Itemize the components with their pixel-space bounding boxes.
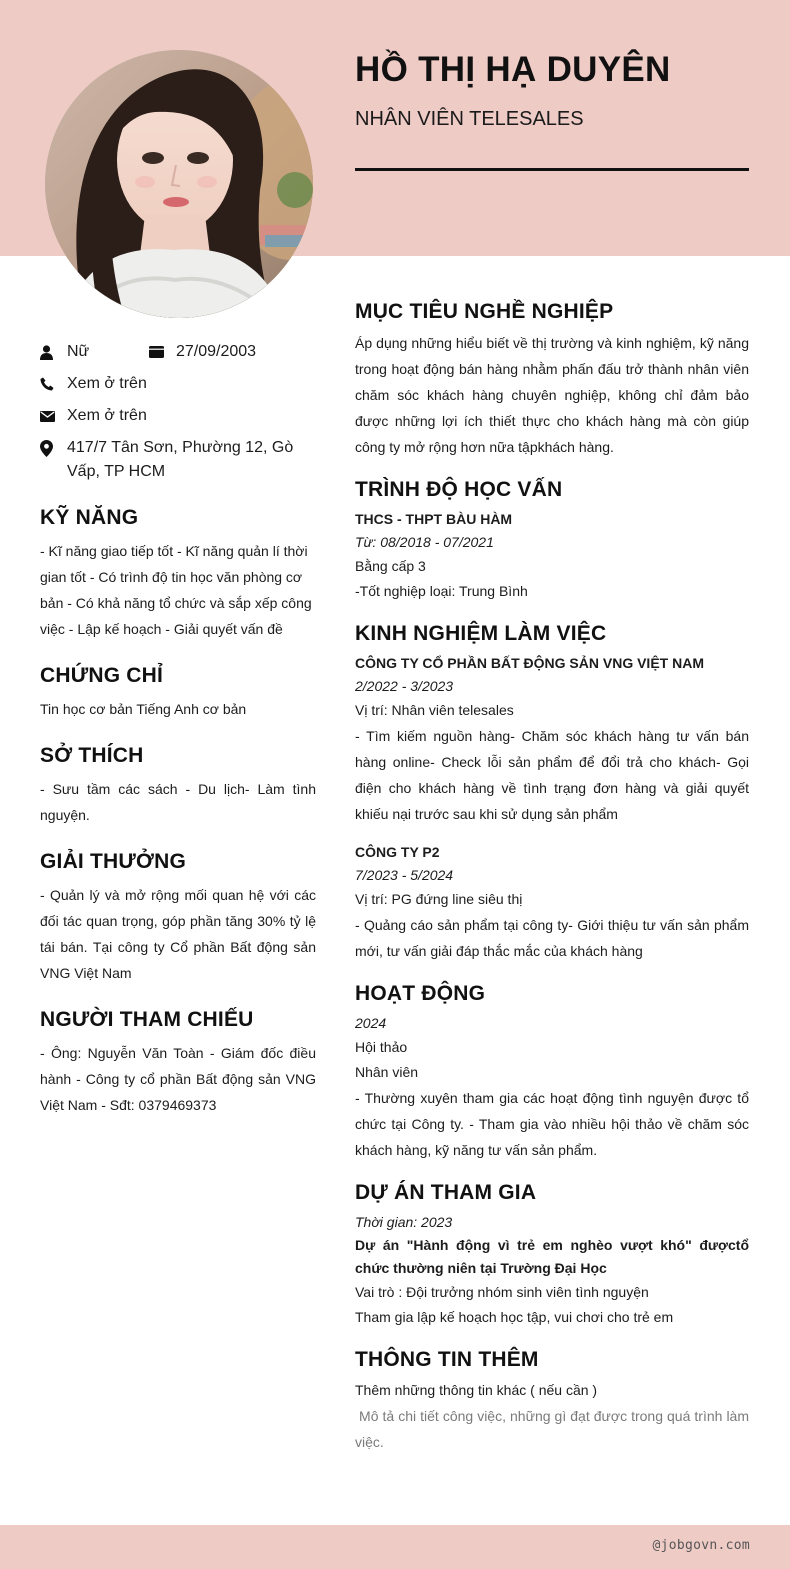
awards-heading: GIẢI THƯỞNG <box>40 850 187 873</box>
personal-info-row <box>40 340 316 364</box>
additional-line-1: Thêm những thông tin khác ( nếu cần ) <box>355 1382 598 1398</box>
job-position: Vị trí: PG đứng line siêu thị <box>355 891 523 907</box>
gender-item <box>40 340 149 364</box>
email-item <box>40 404 316 428</box>
projects-heading: DỰ ÁN THAM GIA <box>355 1181 537 1204</box>
objective-section <box>355 300 749 460</box>
job-entry <box>355 652 749 827</box>
projects-section <box>355 1181 749 1330</box>
hobbies-text: - Sưu tầm các sách - Du lịch- Làm tình nguyện. <box>40 781 316 823</box>
experience-heading: KINH NGHIỆM LÀM VIỆC <box>355 622 607 645</box>
person-icon <box>40 340 55 364</box>
school-name: THCS - THPT BÀU HÀM <box>355 511 513 527</box>
activities-section <box>355 982 749 1163</box>
job-company: CÔNG TY P2 <box>355 844 440 860</box>
right-column <box>355 300 753 1473</box>
education-heading: TRÌNH ĐỘ HỌC VẤN <box>355 478 563 501</box>
activities-heading: HOẠT ĐỘNG <box>355 982 486 1005</box>
activity-year: 2024 <box>355 1015 387 1031</box>
profile-photo <box>45 50 313 318</box>
objective-heading: MỤC TIÊU NGHỀ NGHIỆP <box>355 300 614 323</box>
job-description: - Tìm kiếm nguồn hàng- Chăm sóc khách hàng tư vấn bán hàng online- Check lỗi sản phẩm để đổi trả cho khách- Gọi điện cho khách hàng về tình trạng đơn hàng và giải quyết khiếu nại trước sau khi sử dụng sản phẩm <box>355 728 749 822</box>
skills-heading: KỸ NĂNG <box>40 506 139 529</box>
certificates-text: Tin học cơ bản Tiếng Anh cơ bản <box>40 701 247 717</box>
phone-value: Xem ở trên <box>67 375 147 392</box>
certificates-heading: CHỨNG CHỈ <box>40 664 164 687</box>
references-text: - Ông: Nguyễn Văn Toàn - Giám đốc điều hành - Công ty cổ phần Bất động sản VNG Việt Nam - Sđt: 0379469373 <box>40 1045 316 1113</box>
job-description: - Quảng cáo sản phẩm tại công ty- Giới thiệu tư vấn sản phẩm mới, tư vấn giải đáp thắc mắc của khách hàng <box>355 917 749 959</box>
left-column <box>40 340 316 1118</box>
email-value: Xem ở trên <box>67 407 147 424</box>
address-value: 417/7 Tân Sơn, Phường 12, Gò Vấp, TP HCM <box>67 439 294 480</box>
candidate-job-title: NHÂN VIÊN TELESALES <box>355 108 584 130</box>
job-position: Vị trí: Nhân viên telesales <box>355 702 514 718</box>
portrait-illustration <box>45 50 313 318</box>
education-section <box>355 478 749 604</box>
activity-event: Hội thảo <box>355 1039 408 1055</box>
footer-watermark: @jobgovn.com <box>652 1538 750 1553</box>
education-period: Từ: 08/2018 - 07/2021 <box>355 534 494 550</box>
calendar-icon <box>149 340 164 364</box>
experience-section <box>355 622 749 964</box>
phone-item <box>40 372 316 396</box>
job-entry <box>355 841 749 964</box>
job-company: CÔNG TY CỔ PHẦN BẤT ĐỘNG SẢN VNG VIỆT NAM <box>355 655 704 671</box>
project-task: Tham gia lập kế hoạch học tập, vui chơi cho trẻ em <box>355 1309 674 1325</box>
project-role: Vai trò : Đội trưởng nhóm sinh viên tình nguyện <box>355 1284 649 1300</box>
candidate-name: HỒ THỊ HẠ DUYÊN <box>355 50 671 89</box>
activity-description: - Thường xuyên tham gia các hoạt động tình nguyện được tổ chức tại Công ty. - Tham gia vào nhiều hội thảo về chăm sóc khách hàng, kỹ năng tư vấn sản phẩm. <box>355 1090 749 1158</box>
job-period: 2/2022 - 3/2023 <box>355 678 454 694</box>
hobbies-heading: SỞ THÍCH <box>40 744 144 767</box>
additional-heading: THÔNG TIN THÊM <box>355 1348 539 1371</box>
project-name: Dự án "Hành động vì trẻ em nghèo vượt khó" đượctổ chức thường niên tại Trường Đại Học <box>355 1237 749 1276</box>
project-time: Thời gian: 2023 <box>355 1214 453 1230</box>
address-item <box>40 436 316 484</box>
job-period: 7/2023 - 5/2024 <box>355 867 454 883</box>
education-degree: Bằng cấp 3 <box>355 558 426 574</box>
footer-band <box>0 1525 790 1569</box>
objective-text: Áp dụng những hiểu biết về thị trường và kinh nghiệm, kỹ năng trong hoạt động bán hàng nhằm phấn đấu trở thành nhân viên chăm sóc khách hàng chuyên nghiệp, không chỉ đảm bảo được những lợi ích thiết thực cho khách hàng mà còn giúp công ty mở rộng hơn nữa tậpkhách hàng. <box>355 335 749 455</box>
education-grade: -Tốt nghiệp loại: Trung Bình <box>355 583 528 599</box>
mail-icon <box>40 404 55 428</box>
birthday-value: 27/09/2003 <box>176 343 257 360</box>
header-divider <box>355 168 749 171</box>
additional-section <box>355 1348 753 1455</box>
birthday-item <box>149 340 256 364</box>
location-pin-icon <box>40 436 55 460</box>
additional-line-2: Mô tả chi tiết công việc, những gì đạt được trong quá trình làm việc. <box>355 1408 753 1450</box>
skills-text: - Kĩ năng giao tiếp tốt - Kĩ năng quản lí thời gian tốt - Có trình độ tin học văn phòng cơ bản - Có khả năng tổ chức và sắp xếp công việc - Lập kế hoạch - Giải quyết vấn đề <box>40 543 312 637</box>
gender-value: Nữ <box>67 343 90 360</box>
references-heading: NGƯỜI THAM CHIẾU <box>40 1008 254 1031</box>
phone-icon <box>40 372 55 396</box>
activity-role: Nhân viên <box>355 1064 419 1080</box>
awards-text: - Quản lý và mở rộng mối quan hệ với các đối tác quan trọng, góp phần tăng 30% tỷ lệ tái bán. Tại công ty Cổ phần Bất động sản VNG Việt Nam <box>40 887 316 981</box>
